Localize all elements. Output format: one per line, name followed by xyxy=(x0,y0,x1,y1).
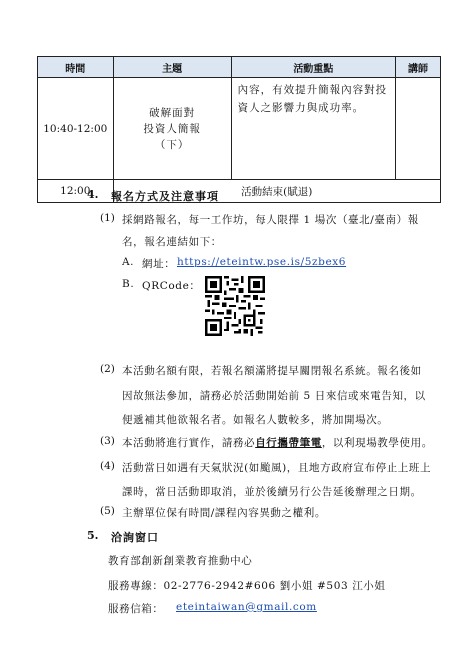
contact-email-label: 服務信箱： xyxy=(108,603,164,615)
header-topic: 主題 xyxy=(113,57,231,78)
item5-line1: 主辦單位保有時間/課程內容異動之權利。 xyxy=(122,507,326,519)
item1-line2: 名，報名連結如下： xyxy=(122,236,222,248)
header-time: 時間 xyxy=(38,57,114,78)
row2-time: 12:00 xyxy=(38,180,114,203)
item1-qr-label: B. xyxy=(122,278,135,290)
row1-topic-line1: 破解面對 xyxy=(149,106,196,119)
header-speaker: 講師 xyxy=(396,57,441,78)
section4-title: 報名方式及注意事項 xyxy=(111,190,219,203)
row1-topic xyxy=(113,78,231,180)
item2-number: (2) xyxy=(100,363,115,375)
item4-number: (4) xyxy=(100,460,115,472)
item3-number: (3) xyxy=(100,435,115,447)
registration-link[interactable]: https://eteintw.pse.is/5zbex6 xyxy=(177,256,347,268)
table-row xyxy=(38,78,441,180)
section5-number: 5. xyxy=(87,529,99,542)
section4-number: 4. xyxy=(87,188,99,201)
row1-speaker xyxy=(396,78,441,180)
item1-web-text: 網址： xyxy=(142,258,176,270)
row2-event: 活動結束(賦退) xyxy=(113,180,440,203)
contact-email-link[interactable]: eteintaiwan@gmail.com xyxy=(176,601,317,613)
item3-before: 本活動將進行實作，請務必 xyxy=(122,437,256,449)
item5-number: (5) xyxy=(100,505,115,517)
item2-line1: 本活動名額有限，若報名額滿將提早關閉報名系統。報名後如 xyxy=(122,365,422,377)
row1-focus-line2: 資人之影響力與成功率。 xyxy=(237,102,365,114)
contact-org: 教育部創新創業教育推動中心 xyxy=(108,555,253,567)
item3-after: ，以利現場教學使用。 xyxy=(321,437,433,449)
item2-line3: 便遞補其他欲報名者。如報名人數較多，將加開場次。 xyxy=(122,414,389,426)
item1-qr-text: QRCode： xyxy=(142,280,201,292)
item4-line2: 課時，當日活動即取消，並於後續另行公告延後辦理之日期。 xyxy=(122,486,422,498)
row1-topic-line3: （下） xyxy=(154,138,190,151)
contact-phone: 服務專線：02-2776-2942#606 劉小姐 #503 江小姐 xyxy=(108,580,386,592)
item1-web-label: A. xyxy=(122,256,135,268)
header-focus: 活動重點 xyxy=(231,57,395,78)
qr-code-image[interactable] xyxy=(205,276,265,336)
row1-focus xyxy=(231,78,395,180)
row1-topic-line2: 投資人簡報 xyxy=(143,122,201,135)
item3-text xyxy=(122,435,433,450)
item1-line1: 採網路報名，每一工作坊，每人限擇 1 場次（臺北/臺南）報 xyxy=(122,214,419,226)
item2-line2: 因故無法參加，請務必於活動開始前 5 日來信或來電告知，以 xyxy=(122,390,426,402)
table-header-row xyxy=(38,57,441,78)
schedule-table xyxy=(37,56,441,203)
item3-emphasis: 自行攜帶筆電 xyxy=(255,437,322,449)
item4-line1: 活動當日如遇有天氣狀況(如颱風)，且地方政府宣布停止上班上 xyxy=(122,462,432,474)
section5-title: 洽詢窗口 xyxy=(111,531,159,544)
row1-focus-line1: 內容，有效提升簡報內容對投 xyxy=(237,84,388,96)
item1-number: (1) xyxy=(100,212,115,224)
row1-time: 10:40-12:00 xyxy=(38,78,114,180)
